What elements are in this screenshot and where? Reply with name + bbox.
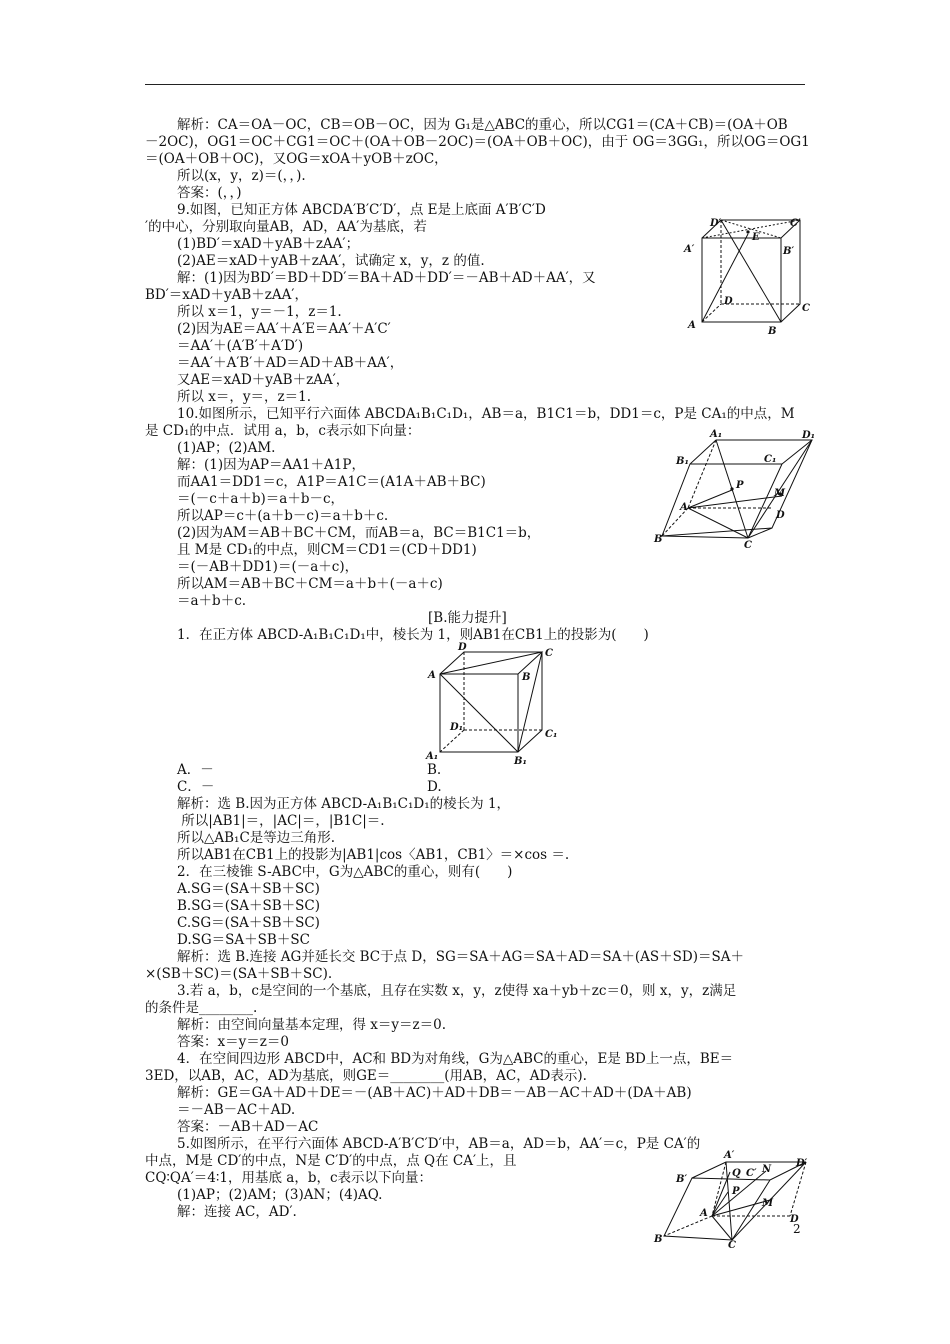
fig10-label: A₁ xyxy=(710,429,723,440)
text-line: 中点，M是 CD′的中点，N是 C′D′的中点，点 Q在 CA′上，且 xyxy=(145,1153,517,1169)
b5-label: P xyxy=(732,1186,740,1197)
text-line: 答案：－AB＋AD－AC xyxy=(177,1119,319,1135)
text-line: 解析：由空间向量基本定理，得 x＝y＝z＝0. xyxy=(177,1017,447,1033)
text-line: 解析：选 B.因为正方体 ABCD-A₁B₁C₁D₁的棱长为 1， xyxy=(177,796,511,812)
text-line: ×(SB＋SC)＝(SA＋SB＋SC). xyxy=(145,966,333,982)
text-line: 的条件是________. xyxy=(145,1000,258,1016)
cube-figure-9 xyxy=(680,214,810,338)
text-line: ＝－AB－AC＋AD. xyxy=(177,1102,296,1118)
text-line: C.SG＝(SA＋SB＋SC) xyxy=(177,915,320,931)
text-line: B.SG＝(SA＋SB＋SC) xyxy=(177,898,321,914)
fig9-label: A xyxy=(688,320,696,331)
text-line: [B.能力提升] xyxy=(428,610,507,626)
text-line: 解：(1)因为BD′＝BD＋DD′＝BA＋AD＋DD′＝－AB＋AD＋AA′，又 xyxy=(177,270,596,286)
b5-label: B xyxy=(654,1234,663,1245)
text-line: 解析：CA＝OA－OC，CB＝OB－OC，因为 G₁是△ABC的重心，所以CG1＝(CA＋CB)＝(OA＋OB xyxy=(177,117,788,133)
text-line: 解：(1)因为AP＝AA1＋A1P， xyxy=(177,457,365,473)
text-line: D.SG＝SA＋SB＋SC xyxy=(177,932,310,948)
fig10-label: M xyxy=(774,488,786,499)
page-number: 2 xyxy=(793,1222,801,1236)
text-line: A．－ xyxy=(177,762,214,778)
text-line: 1．在正方体 ABCD-A₁B₁C₁D₁中，棱长为 1，则AB1在CB1上的投影为( ) xyxy=(177,627,649,643)
fig10-label: P xyxy=(736,480,744,491)
text-line: D. xyxy=(427,779,442,795)
text-line: (1)AP；(2)AM；(3)AN；(4)AQ. xyxy=(177,1187,383,1203)
fig9-label: E xyxy=(752,232,760,243)
text-line: 解：连接 AC，AD′. xyxy=(177,1204,297,1220)
text-line: 答案：(，，) xyxy=(177,185,242,201)
text-line: CQ∶QA′＝4∶1，用基底 a，b，c表示以下向量： xyxy=(145,1170,433,1186)
b5-label: A xyxy=(700,1208,708,1219)
b1-label: A xyxy=(428,670,436,681)
text-line: 是 CD₁的中点．试用 a，b，c表示如下向量： xyxy=(145,423,421,439)
header-rule xyxy=(145,84,805,85)
text-line: ＝(－AB＋DD1)＝(－a＋c)， xyxy=(177,559,359,575)
fig10-label: B₁ xyxy=(676,456,689,467)
text-line: 所以AM＝AB＋BC＋CM＝a＋b＋(－a＋c) xyxy=(177,576,443,592)
text-line: 2．在三棱锥 S-ABC中，G为△ABC的重心，则有( ) xyxy=(177,864,513,880)
text-line: 解析：GE＝GA＋AD＋DE＝－(AB＋AC)＋AD＋DB＝－AB－AC＋AD＋(DA＋AB) xyxy=(177,1085,692,1101)
b1-label: A₁ xyxy=(426,751,439,762)
text-line: ＝(－c＋a＋b)＝a＋b－c， xyxy=(177,491,345,507)
b1-label: C₁ xyxy=(545,729,558,740)
fig10-label: A xyxy=(680,502,688,513)
text-line: 3ED，以AB，AC，AD为基底，则GE＝________(用AB，AC，AD表示). xyxy=(145,1068,587,1084)
b5-label: Q xyxy=(732,1168,741,1179)
text-line: 5.如图所示，在平行六面体 ABCD-A′B′C′D′中，AB＝a，AD＝b，AA′＝c，P是 CA′的 xyxy=(177,1136,701,1152)
fig10-label: D xyxy=(776,510,785,521)
text-line: 所以AB1在CB1上的投影为|AB1|cos〈AB1，CB1〉＝×cos ＝. xyxy=(177,847,570,863)
text-line: －2OC)，OG1＝OC＋CG1＝OC＋(OA＋OB－2OC)＝(OA＋OB＋OC)，由于 OG＝3GG₁，所以OG＝OG1 xyxy=(145,134,810,150)
b5-label: N xyxy=(762,1164,772,1175)
text-line: ＝a＋b＋c. xyxy=(177,593,247,609)
fig9-label: B′ xyxy=(783,246,795,257)
text-line: ＝(OA＋OB＋OC)，又OG＝xOA＋yOB＋zOC， xyxy=(145,151,448,167)
fig9-label: D′ xyxy=(710,218,722,229)
fig10-label: B xyxy=(654,534,663,545)
b5-label: B′ xyxy=(676,1174,688,1185)
text-line: 所以 x＝1，y＝－1，z＝1. xyxy=(177,304,342,320)
text-line: 所以 x＝，y＝，z＝1. xyxy=(177,389,312,405)
b1-label: B xyxy=(522,672,531,683)
text-line: (1)BD′＝xAD＋yAB＋zAA′； xyxy=(177,236,360,252)
text-line: (2)因为AE＝AA′＋A′E＝AA′＋A′C′ xyxy=(177,321,391,337)
text-line: A.SG＝(SA＋SB＋SC) xyxy=(177,881,320,897)
text-line: 所以|AB1|＝，|AC|＝，|B1C|＝. xyxy=(177,813,385,829)
fig10-label: C₁ xyxy=(764,454,777,465)
text-line: 解析：选 B.连接 AG并延长交 BC于点 D，SG＝SA＋AG＝SA＋AD＝SA＋(AS＋SD)＝SA＋ xyxy=(177,949,744,965)
fig9-label: D xyxy=(724,296,733,307)
text-line: 而AA1＝DD1＝c，A1P＝A1C＝(A1A＋AB＋BC) xyxy=(177,474,486,490)
cube-figure-b1 xyxy=(424,642,564,770)
text-line: 且 M是 CD₁的中点，则CM＝CD1＝(CD＋DD1) xyxy=(177,542,477,558)
b1-label: D₁ xyxy=(450,722,464,733)
text-line: (2)因为AM＝AB＋BC＋CM，而AB＝a，BC＝B1C1＝b， xyxy=(177,525,541,541)
fig9-label: C′ xyxy=(790,218,801,229)
fig10-label: D₁ xyxy=(802,430,816,441)
text-line: BD′＝xAD＋yAB＋zAA′， xyxy=(145,287,308,303)
fig9-label: C xyxy=(802,303,810,314)
text-line: ′的中心，分别取向量AB，AD，AA′为基底，若 xyxy=(145,219,427,235)
b1-label: C xyxy=(545,648,553,659)
text-line: 所以(x，y，z)＝(，，). xyxy=(177,168,306,184)
text-line: (2)AE＝xAD＋yAB＋zAA′，试确定 x，y，z 的值. xyxy=(177,253,485,269)
text-line: ＝AA′＋(A′B′＋A′D′) xyxy=(177,338,304,354)
parallelepiped-figure-10 xyxy=(652,428,822,550)
b5-label: D′ xyxy=(796,1158,808,1169)
fig9-label: B xyxy=(768,326,777,337)
b1-label: B₁ xyxy=(514,756,527,767)
b5-label: M xyxy=(762,1198,774,1209)
text-line: 答案：x＝y＝z＝0 xyxy=(177,1034,289,1050)
b5-label: C′ xyxy=(746,1168,757,1179)
text-line: 又AE＝xAD＋yAB＋zAA′， xyxy=(177,372,350,388)
fig9-label: A′ xyxy=(684,244,695,255)
text-line: 10.如图所示，已知平行六面体 ABCDA₁B₁C₁D₁，AB＝a，B1C1＝b，DD1＝c，P是 CA₁的中点，M xyxy=(177,406,795,422)
text-line: ＝AA′＋A′B′＋AD＝AD＋AB＋AA′， xyxy=(177,355,404,371)
text-line: 3.若 a，b，c是空间的一个基底，且存在实数 x，y，z使得 xa＋yb＋zc＝0，则 x，y，z满足 xyxy=(177,983,737,999)
b5-label: A′ xyxy=(724,1150,735,1161)
b5-label: C xyxy=(728,1240,736,1248)
text-line: B. xyxy=(427,762,442,778)
text-line: 4．在空间四边形 ABCD中，AC和 BD为对角线，G为△ABC的重心，E是 BD上一点，BE＝ xyxy=(177,1051,734,1067)
text-line: (1)AP；(2)AM. xyxy=(177,440,276,456)
text-line: 所以△AB₁C是等边三角形. xyxy=(177,830,336,846)
b1-label: D xyxy=(458,642,467,653)
fig10-label: C xyxy=(744,540,752,550)
text-line: C．－ xyxy=(177,779,215,795)
text-line: 所以AP＝c＋(a＋b－c)＝a＋b＋c. xyxy=(177,508,389,524)
b5-label: D xyxy=(790,1214,799,1225)
text-line: 9.如图，已知正方体 ABCDA′B′C′D′，点 E是上底面 A′B′C′D xyxy=(177,202,546,218)
